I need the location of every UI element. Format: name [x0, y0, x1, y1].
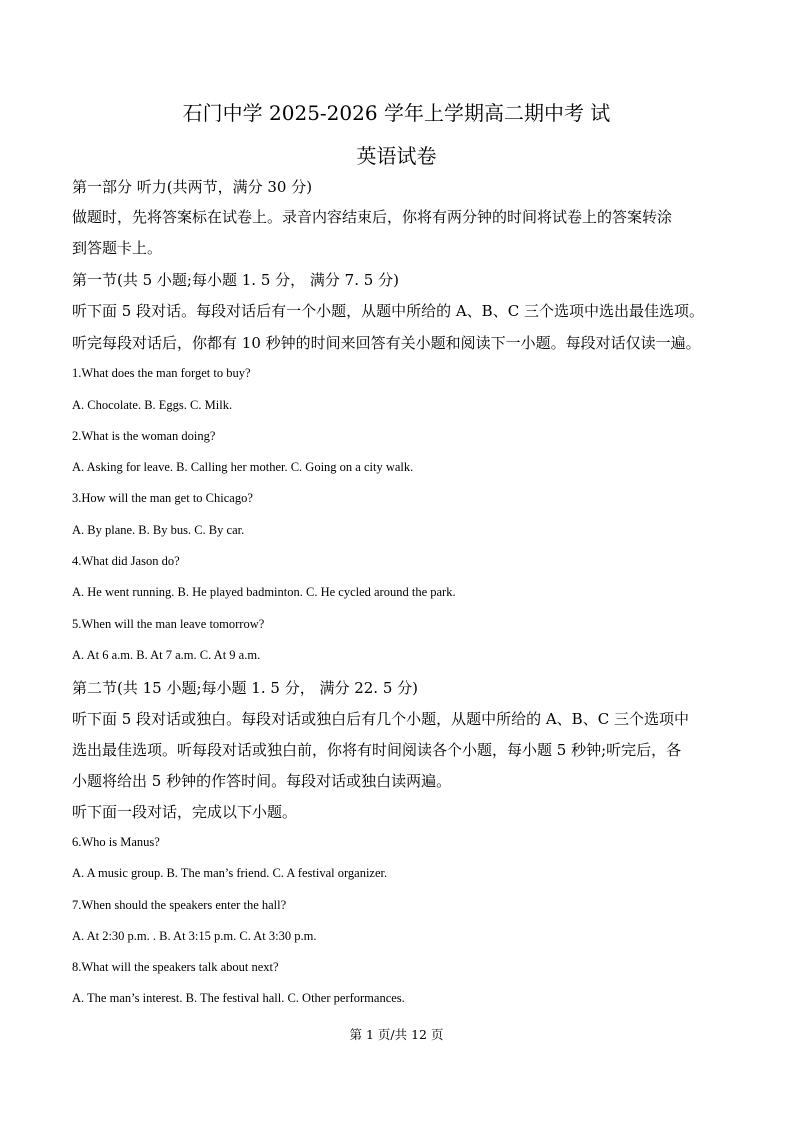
part1-instruction-line: 做题时，先将答案标在试卷上。录音内容结束后，你将有两分钟的时间将试卷上的答案转涂 [72, 208, 673, 226]
question-5-options: A. At 6 a.m. B. At 7 a.m. C. At 9 a.m. [72, 648, 261, 662]
exam-title: 石门中学 2025-2026 学年上学期高二期中考 试 [182, 101, 611, 125]
question-6-options: A. A music group. B. The man’s friend. C. A festival organizer. [72, 866, 388, 880]
question-3: 3.How will the man get to Chicago? [72, 491, 253, 505]
question-7: 7.When should the speakers enter the hall? [72, 898, 287, 912]
page-number: 第 1 页/共 12 页 [349, 1027, 444, 1042]
part1-instruction-line: 到答题卡上。 [72, 239, 163, 257]
section2-heading: 第二节(共 15 小题;每小题 1. 5 分， 满分 22. 5 分) [72, 679, 419, 697]
question-4-options: A. He went running. B. He played badminton. C. He cycled around the park. [72, 585, 456, 599]
exam-subtitle: 英语试卷 [356, 144, 437, 168]
question-5: 5.When will the man leave tomorrow? [72, 617, 265, 631]
section1-instruction-line: 听完每段对话后，你都有 10 秒钟的时间来回答有关小题和阅读下一小题。每段对话仅读一遍。 [72, 334, 701, 352]
section2-instruction-line: 选出最佳选项。听每段对话或独白前，你将有时间阅读各个小题，每小题 5 秒钟;听完后，各 [72, 741, 682, 759]
section2-instruction-line: 小题将给出 5 秒钟的作答时间。每段对话或独白读两遍。 [72, 772, 452, 790]
question-8: 8.What will the speakers talk about next? [72, 960, 279, 974]
part1-heading: 第一部分 听力(共两节，满分 30 分) [72, 178, 313, 196]
section1-heading: 第一节(共 5 小题;每小题 1. 5 分， 满分 7. 5 分) [72, 271, 399, 289]
question-7-options: A. At 2:30 p.m. . B. At 3:15 p.m. C. At 3:30 p.m. [72, 929, 317, 943]
question-1: 1.What does the man forget to buy? [72, 366, 251, 380]
question-8-options: A. The man’s interest. B. The festival hall. C. Other performances. [72, 991, 405, 1005]
question-3-options: A. By plane. B. By bus. C. By car. [72, 523, 245, 537]
question-1-options: A. Chocolate. B. Eggs. C. Milk. [72, 398, 233, 412]
question-2: 2.What is the woman doing? [72, 429, 216, 443]
section1-instruction-line: 听下面 5 段对话。每段对话后有一个小题，从题中所给的 A、B、C 三个选项中选出最佳选项。 [72, 302, 704, 320]
passage-intro: 听下面一段对话，完成以下小题。 [72, 803, 298, 821]
question-4: 4.What did Jason do? [72, 554, 180, 568]
section2-instruction-line: 听下面 5 段对话或独白。每段对话或独白后有几个小题，从题中所给的 A、B、C 三个选项中 [72, 710, 689, 728]
question-6: 6.Who is Manus? [72, 835, 160, 849]
question-2-options: A. Asking for leave. B. Calling her mother. C. Going on a city walk. [72, 460, 414, 474]
